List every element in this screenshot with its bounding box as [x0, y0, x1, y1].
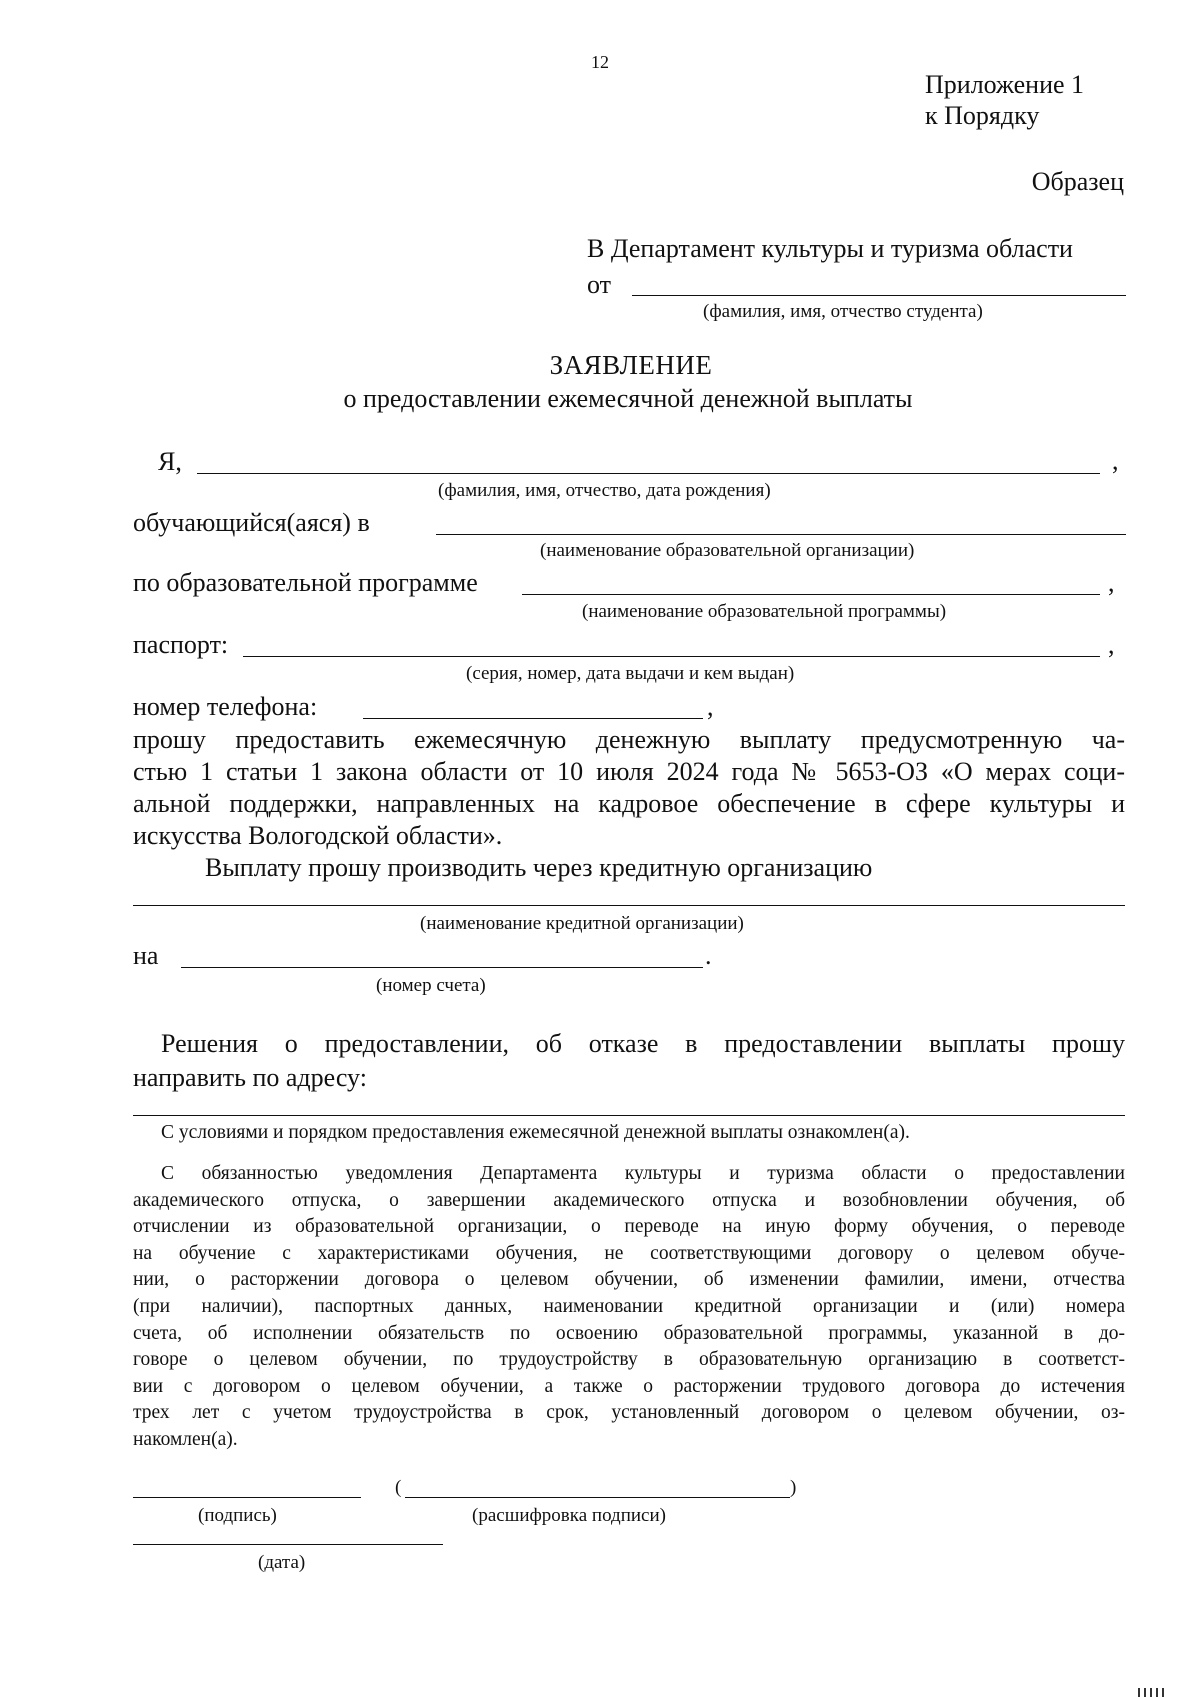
comma: , — [1112, 446, 1119, 475]
i-blank-line — [197, 473, 1100, 474]
obligation-line: С обязанностью уведомления Департамента культуры и туризма области о предоставлении — [161, 1163, 1125, 1184]
comma: , — [1108, 568, 1115, 597]
document-title: ЗАЯВЛЕНИЕ — [549, 350, 713, 380]
studying-caption: (наименование образовательной организации) — [540, 540, 915, 561]
obligation-line: отчислении из образовательной организации, о переводе на иную форму обучения, о переводе — [133, 1216, 1125, 1238]
request-line-2: стью 1 статьи 1 закона области от 10 июля 2024 года № 5653-ОЗ «О мерах соци- — [133, 757, 1125, 786]
decisions-line-2: направить по адресу: — [133, 1063, 367, 1092]
phone-label: номер телефона: — [133, 692, 318, 721]
program-blank-line — [522, 594, 1100, 595]
obligation-line: говоре о целевом обучении, по трудоустройству в образовательную организацию в соответст- — [133, 1349, 1125, 1371]
studying-label: обучающийся(аяся) в — [133, 508, 370, 537]
signature-decode-blank-line — [405, 1497, 790, 1498]
program-label: по образовательной программе — [133, 568, 478, 597]
from-label: от — [587, 270, 612, 299]
request-line-1: прошу предоставить ежемесячную денежную выплату предусмотренную ча- — [133, 725, 1125, 754]
phone-blank-line — [363, 718, 703, 719]
scan-mark — [1138, 1688, 1166, 1697]
page-number: 12 — [591, 52, 609, 72]
obligation-line: нии, о расторжении договора о целевом обучении, об изменении фамилии, имени, отчества — [133, 1269, 1125, 1291]
obligation-line: трех лет с учетом трудоустройства в срок, установленный договором о целевом обучении, оз- — [133, 1402, 1125, 1424]
date-blank-line — [133, 1544, 443, 1545]
passport-caption: (серия, номер, дата выдачи и кем выдан) — [466, 663, 795, 684]
appendix-line-1: Приложение 1 — [925, 70, 1085, 99]
request-line-4: искусства Вологодской области». — [133, 821, 503, 850]
appendix-line-2: к Порядку — [925, 101, 1040, 130]
i-caption: (фамилия, имя, отчество, дата рождения) — [438, 480, 771, 501]
from-blank-line — [632, 295, 1126, 296]
signature-decode-caption: (расшифровка подписи) — [472, 1505, 666, 1526]
document-subtitle: о предоставлении ежемесячной денежной выплаты — [343, 384, 913, 413]
to-label: на — [133, 941, 159, 970]
bank-blank-line — [133, 905, 1125, 906]
comma: , — [707, 692, 714, 721]
passport-label: паспорт: — [133, 630, 229, 659]
obligation-line: вии с договором о целевом обучении, а также о расторжении трудового договора до истечения — [133, 1375, 1125, 1397]
obligation-line: (при наличии), паспортных данных, наименовании кредитной организации и (или) номера — [133, 1296, 1125, 1317]
obligation-line: академического отпуска, о завершении академического отпуска и возобновлении обучения, об — [133, 1189, 1125, 1211]
payment-text: Выплату прошу производить через кредитную организацию — [205, 853, 873, 882]
i-label: Я, — [158, 447, 182, 476]
signature-caption: (подпись) — [198, 1505, 277, 1526]
bank-caption: (наименование кредитной организации) — [420, 913, 744, 934]
address-blank-line — [133, 1115, 1125, 1116]
sample-label: Образец — [1031, 167, 1124, 196]
request-line-3: альной поддержки, направленных на кадровое обеспечение в сфере культуры и — [133, 789, 1125, 818]
signature-blank-line — [133, 1497, 361, 1498]
passport-blank-line — [243, 656, 1100, 657]
account-caption: (номер счета) — [376, 975, 486, 996]
from-caption: (фамилия, имя, отчество студента) — [703, 301, 983, 322]
close-paren: ) — [790, 1477, 797, 1498]
addressee-line: В Департамент культуры и туризма области — [587, 234, 1073, 263]
period: . — [705, 941, 712, 970]
obligation-line: на обучение с характеристиками обучения, не соответствующими договору о целевом обуче- — [133, 1242, 1125, 1264]
studying-blank-line — [436, 534, 1126, 535]
comma: , — [1108, 630, 1115, 659]
obligation-line: накомлен(а). — [133, 1429, 238, 1450]
obligation-line: счета, об исполнении обязательств по освоению образовательной программы, указанной в до- — [133, 1322, 1125, 1344]
decisions-line-1: Решения о предоставлении, об отказе в предоставлении выплаты прошу — [161, 1029, 1125, 1058]
program-caption: (наименование образовательной программы) — [582, 601, 947, 622]
account-blank-line — [181, 967, 703, 968]
acknowledged-terms: С условиями и порядком предоставления ежемесячной денежной выплаты ознакомлен(а). — [161, 1122, 910, 1143]
date-caption: (дата) — [258, 1552, 306, 1573]
open-paren: ( — [395, 1477, 402, 1498]
